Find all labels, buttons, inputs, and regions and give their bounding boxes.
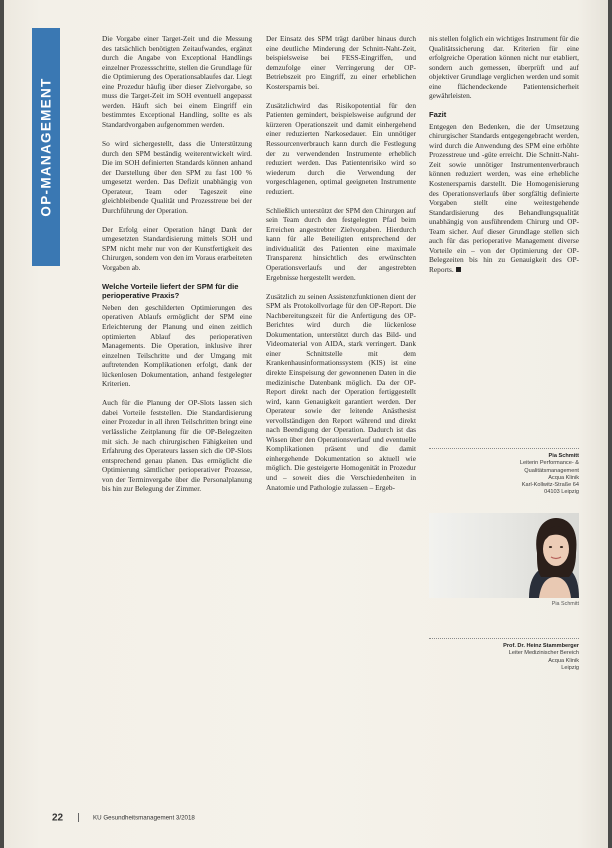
page-number: 22 — [52, 812, 64, 824]
paragraph — [429, 122, 579, 275]
author-street: Karl-Kollwitz-Straße 64 — [521, 482, 579, 489]
author-organization: Acqua Klinik — [548, 474, 579, 481]
text-column-2 — [266, 34, 416, 502]
paragraph: nis stellen folglich ein wichtiges Instrument für die Qualitätssicherung dar. Kriterien für eine erfolgreiche Operation können nicht nur etabliert, sondern auch gemessen, überprüft und auf objektiver Grundlage verglichen werden und somit eine flächendeckende Patientensicherheit gewährleisten. — [429, 34, 579, 101]
paragraph: Schließlich unterstützt der SPM den Chirurgen auf sein Team durch den festgelegten Pfad beim Erreichen angestrebter Zielvorgaben. Hierdurch kann für alle Beteiligten entsprechend der individualität des Patienten eine maximale Transparenz hinsichtlich des erwünschten Operationsverlaufs und der angestrebten Ergebnisse hergestellt werden. — [266, 205, 416, 282]
section-heading: Fazit — [429, 110, 447, 120]
paragraph: Der Einsatz des SPM trägt darüber hinaus durch eine deutliche Minderung der Schnitt-Naht-Zeit, beispielsweise bei FESS-Eingriffen, und demzufolge einer Verringerung der OP-Betriebszeit pro Eingriff, zu einer erheblichen Kostersparnis bei. — [266, 34, 416, 91]
page-footer — [52, 809, 195, 827]
author-lines — [429, 643, 579, 672]
author-role: Leiter Medizinischer Bereich — [508, 650, 579, 657]
paragraph: Zusätzlichwird das Risikopotential für den Patienten gemindert, beispielsweise aufgrund der kürzeren Operationszeit und damit einhergehend einer reduzierten Narkosedauer. Ein unnötiger Ressourcenverbrauch kann durch die Festlegung der zu verwendenden Instrumente erheblich reduziert werden. Das Patientenrisiko wird so wiederum durch die Verwendung der vorgeschlagenen, optimal geeigneten Instrumente reduziert. — [266, 100, 416, 196]
paragraph-text: Entgegen den Bedenken, die der Umsetzung chirurgischer Standards entgegengebracht werden, wird durch die Anwendung des SPM eine erhöhte Prozesstreue und -güte erreicht. Die Schnitt-Naht-Zeit sowie unnötiger Instrumentenverbrauch können reduziert werden, was eine erhebliche Kostenersparnis darstellt. Die Homogenisierung des Operationsverlaufs über sorgfältig definierte Vorgaben stellt eine weitestgehende Standardisierung des Behandlungsqualität unabhängig von ausführendem Chirurg und OP-Team sicher. Auf dieser Grundlage stellen sich auch für das perioperative Management diverse Vorteile ein – von der Optimierung der OP-Belegzeiten bis hin zu Genauigkeit des OP-Reports. — [429, 121, 579, 274]
text-column-1 — [102, 34, 252, 503]
author-city: Leipzig — [561, 664, 579, 671]
section-tab — [32, 28, 60, 266]
author-box — [429, 448, 579, 696]
paragraph: Neben den geschilderten Optimierungen des operativen Ablaufs ermöglicht der SPM eine Erleichterung der Planung und einen zeitlich optimierten Ablauf des perioperativen Managements. Die Operation, inklusive ihrer einzelnen Teilschritte und der Umgang mit auftretenden Komplikationen erfolgt, dank der lückenlosen Dokumentation, anhand festgelegter Kriterien. — [102, 302, 252, 389]
paragraph: Zusätzlich zu seinen Assistenzfunktionen dient der SPM als Protokollvorlage für den OP-Report. Die Nachbereitungszeit für die Anfertigung des OP-Berichtes wird durch die lückenlose Dokumentation, unterstützt durch das Bild- und Videomaterial von AIDA, stark verringert. Dank einer Schnittstelle mit dem Krankenhausinformationssystem (KIS) ist eine direkte Einspeisung der gewonnenen Daten in die medizinische Datenbank möglich. Da der OP-Report direkt nach der Operation fertiggestellt wird, kann Genauigkeit garantiert werden. Der Operateur sowie der leitende Anästhesist vervollständigen den Report während und direkt nach Beendigung der Operation. Dadurch ist das Wissen über den Operationsverlauf und eventuelle Komplikationen präsent und die damit einhergehende Dokumentation so aktuell wie möglich. Die gesteigerte Homogenität in Prozedur und – soweit dies die Verschiedenheiten in Anatomie und Pathologie zulassen – Ergeb- — [266, 291, 416, 492]
photo-credit: Pia Schmitt — [551, 601, 579, 607]
author-name: Pia Schmitt — [548, 453, 579, 459]
author-name: Prof. Dr. Heinz Stammberger — [503, 643, 579, 649]
paragraph: Der Erfolg einer Operation hängt Dank der umgesetzten Standardisierung mittels SOH und SPM nicht mehr nur von der Kunstfertigkeit des Chirurgen, sondern von den im Voraus erarbeiteten Vorgaben ab. — [102, 224, 252, 273]
footer-separator — [78, 813, 79, 822]
author-role: Qualitätsmanagement — [524, 467, 579, 474]
journal-reference: KU Gesundheitsmanagement 3/2018 — [93, 814, 195, 822]
portrait-illustration — [429, 513, 579, 598]
text-column-3 — [429, 34, 579, 284]
author-info-2 — [429, 638, 579, 672]
author-portrait — [429, 513, 579, 598]
magazine-page — [4, 0, 608, 848]
author-city: 04103 Leipzig — [544, 489, 579, 496]
author-info — [429, 453, 579, 497]
section-label: OP-MANAGEMENT — [38, 77, 54, 217]
end-of-article-mark — [456, 267, 461, 272]
section-heading: Welche Vorteile liefert der SPM für die perioperative Praxis? — [102, 282, 239, 301]
paragraph: So wird sichergestellt, dass die Unterstützung durch den SPM beständig weiterentwickelt wird. Die im SOH definierten Standards können anhand der Darstellung über den SPM zu fast 100 % umgesetzt werden. Das Defizit unabhängig von Operateur, Team oder Tageszeit eine gleichbleibende Qualität und Prozesstreue bei der Durchführung der Operation. — [102, 138, 252, 215]
divider — [429, 448, 579, 449]
paragraph: Auch für die Planung der OP-Slots lassen sich dabei Vorteile feststellen. Die Standardisierung einer Prozedur in all ihren Teilschritten bringt eine verlässliche Zeitplanung für die OP-Belegzeiten mit sich. Je nach chirurgischen Fähigkeiten und Erfahrung des Operateurs lassen sich die OP-Slots entsprechend genau planen. Das ermöglicht die Optimierung sämtlicher perioperativer Prozesse, von der Terminvergabe über die Personalplanung bis hin zur Belegung der Zimmer. — [102, 398, 252, 494]
paragraph: Die Vorgabe einer Target-Zeit und die Messung des tatsächlich benötigten Zeitaufwandes, ergänzt durch die Angabe von Exceptional Handlings einzelner Prozessschritte, stellen die Grundlage für die Optimierung des Operationsablaufes dar. Liegt eine Prozedur häufig über dieser Zielvorgabe, so muss die Target-Zeit im SOH eventuell angepasst werden. Häuft sich bei einem Eingriff ein bestimmtes Exceptional Handling, sollte es als Standardvorgaben aufgenommen werden. — [102, 34, 252, 129]
author-organization: Acqua Klinik — [548, 657, 579, 664]
author-role: Leiterin Performance- & — [519, 460, 579, 467]
divider — [429, 638, 579, 639]
